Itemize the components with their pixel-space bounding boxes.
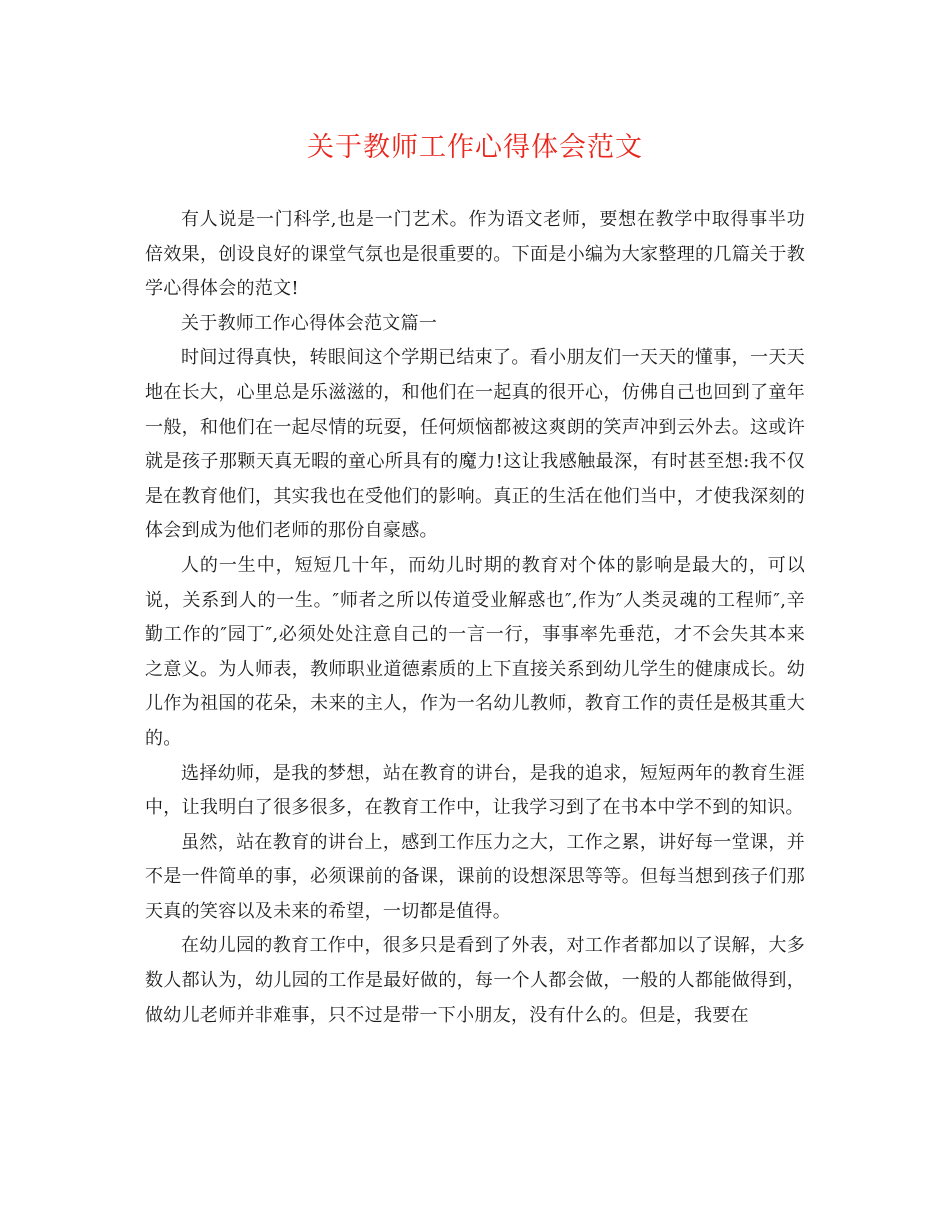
paragraph-intro: 有人说是一门科学,也是一门艺术。作为语文老师，要想在教学中取得事半功倍效果，创设良好的课堂气氛也是很重要的。下面是小编为大家整理的几篇关于教学心得体会的范文! <box>145 209 805 300</box>
document-title: 关于教师工作心得体会范文 <box>307 132 643 163</box>
section-heading: 关于教师工作心得体会范文篇一 <box>181 312 438 334</box>
paragraph-2: 人的一生中，短短几十年，而幼儿时期的教育对个体的影响是最大的，可以说，关系到人的一生。″师者之所以传道受业解惑也″,作为″人类灵魂的工程师″,辛勤工作的″园丁″,必须处处注意自己的一言一行，事事率先垂范，才不会失其本来之意义。为人师表，教师职业道德素质的上下直接关系到幼儿学生的健康成长。幼儿作为祖国的花朵，未来的主人，作为一名幼儿教师，教育工作的责任是极其重大的。 <box>145 554 805 749</box>
paragraph-1: 时间过得真快，转眼间这个学期已结束了。看小朋友们一天天的懂事，一天天地在长大，心里总是乐滋滋的，和他们在一起真的很开心，仿佛自己也回到了童年一般，和他们在一起尽情的玩耍，任何烦恼都被这爽朗的笑声冲到云外去。这或许就是孩子那颗天真无暇的童心所具有的魔力!这让我感触最深，有时甚至想:我不仅是在教育他们，其实我也在受他们的影响。真正的生活在他们当中，才使我深刻的体会到成为他们老师的那份自豪感。 <box>145 347 805 542</box>
paragraph-4: 虽然，站在教育的讲台上，感到工作压力之大，工作之累，讲好每一堂课，并不是一件简单的事，必须课前的备课，课前的设想深思等等。但每当想到孩子们那天真的笑容以及未来的希望，一切都是值得。 <box>145 831 805 922</box>
paragraph-5: 在幼儿园的教育工作中，很多只是看到了外表，对工作者都加以了误解，大多数人都认为，幼儿园的工作是最好做的，每一个人都会做，一般的人都能做得到，做幼儿老师并非难事，只不过是带一下小朋友，没有什么的。但是，我要在 <box>145 935 805 1026</box>
document-body <box>145 203 805 1033</box>
paragraph-3: 选择幼师，是我的梦想，站在教育的讲台，是我的追求，短短两年的教育生涯中，让我明白了很多很多，在教育工作中，让我学习到了在书本中学不到的知识。 <box>145 762 805 819</box>
